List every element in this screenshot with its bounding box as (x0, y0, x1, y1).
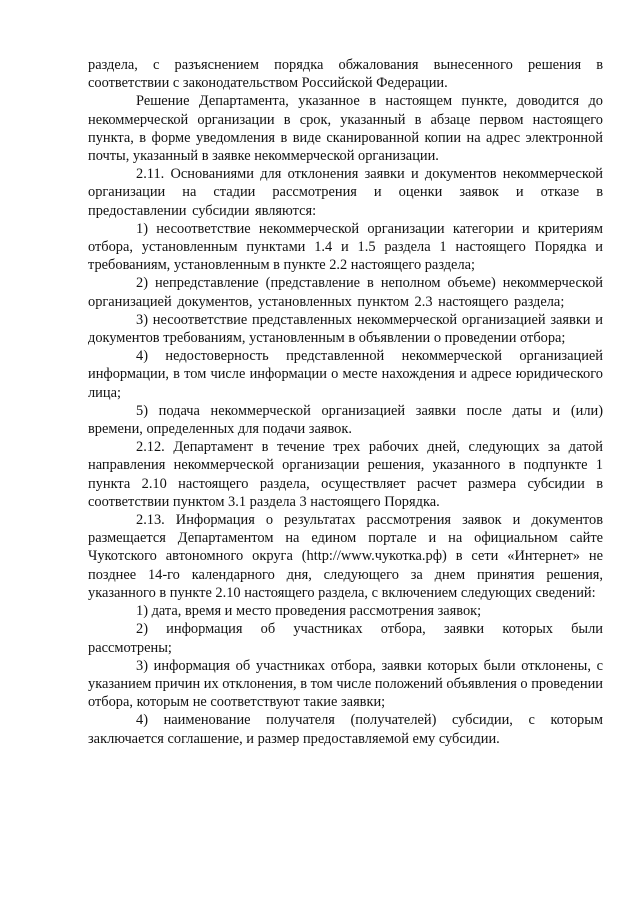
list-item-2-11-2: 2) непредставление (представление в неполном объеме) некоммерческой организацией документов, установленных пунктом 2.3 настоящего раздела; (88, 275, 603, 310)
paragraph-section-continuation: раздела, с разъяснением порядка обжалования вынесенного решения в соответствии с законодательством Российской Федерации. (88, 57, 603, 92)
list-item-2-13-1: 1) дата, время и место проведения рассмотрения заявок; (136, 603, 482, 620)
list-item-2-11-1: 1) несоответствие некоммерческой организации категории и критериям отбора, установленным пунктами 1.4 и 1.5 раздела 1 настоящего Порядка и требованиям, установленным в пункте 2.2 настоящего раздела; (88, 220, 603, 274)
list-item-2-11-5: 5) подача некоммерческой организацией заявки после даты и (или) времени, определенных для подачи заявок. (88, 402, 603, 438)
paragraph-2-12: 2.12. Департамент в течение трех рабочих дней, следующих за датой направления некоммерческой организации решения, указанного в подпункте 1 пункта 2.10 настоящего раздела, осуществляет расчет размера субсидии в соответствии пунктом 3.1 раздела 3 настоящего Порядка. (88, 439, 603, 510)
list-item-2-11-4: 4) недостоверность представленной некоммерческой организацией информации, в том числе информации о месте нахождения и адресе юридического лица; (88, 348, 603, 401)
paragraph-2-11: 2.11. Основаниями для отклонения заявки и документов некоммерческой организации на стадии рассмотрения и оценки заявок и отказе в предоставлении субсидии являются: (88, 166, 603, 219)
paragraph-decision-notice: Решение Департамента, указанное в настоящем пункте, доводится до некоммерческой организации в срок, указанный в абзаце первом настоящего пункта, в форме уведомления в виде сканированной копии на адрес электронной почты, указанный в заявке некоммерческой организации. (88, 93, 603, 165)
list-item-2-13-2: 2) информация об участниках отбора, заявки которых были рассмотрены; (88, 621, 603, 656)
paragraph-2-13: 2.13. Информация о результатах рассмотрения заявок и документов размещается Департаментом на едином портале и на официальном сайте Чукотского автономного округа (http://www.чукотка.рф) в сети «Интернет» не позднее 14-го календарного дня, следующего за днем принятия решения, указанного в пункте 2.10 настоящего раздела, с включением следующих сведений: (88, 512, 603, 601)
list-item-2-13-3: 3) информация об участниках отбора, заявки которых были отклонены, с указанием причин их отклонения, в том числе положений объявления о проведении отбора, которым не соответствуют такие заявки; (88, 657, 604, 711)
document-page (88, 56, 603, 748)
list-item-2-11-3: 3) несоответствие представленных некоммерческой организацией заявки и документов требованиям, установленным в объявлении о проведении отбора; (88, 311, 603, 347)
list-item-2-13-4: 4) наименование получателя (получателей) субсидии, с которым заключается соглашение, и размер предоставляемой ему субсидии. (88, 712, 603, 747)
